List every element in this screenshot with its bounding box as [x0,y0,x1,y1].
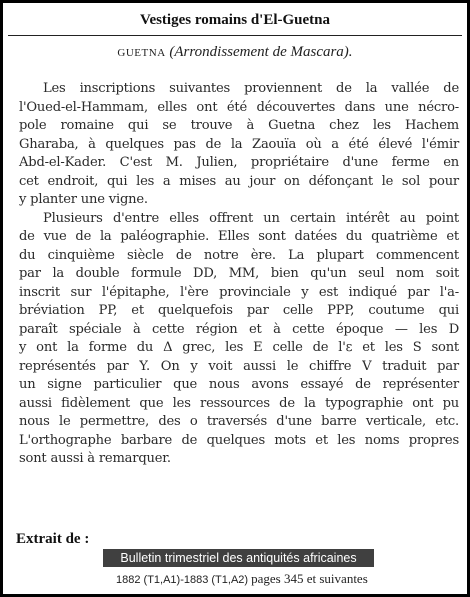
text-line: nous le permettre, des o traversés d'une barre verticale, etc. [19,414,459,429]
text-line: par la double formule DD, MM, bien qu'un seul nom soit [19,266,459,281]
text-line: de vue de la paléographie. Elles sont datées du quatrième et [19,229,459,244]
source-badge: Bulletin trimestriel des antiquités africaines [103,549,374,567]
text-line: L'orthographe barbare de quelques mots et les noms propres [19,432,459,448]
text-line: cet endroit, qui les a mises au jour on défonçant le sol pour [19,173,459,189]
text-line: Les inscriptions suivantes proviennent de la vallée de [43,81,459,96]
text-line: Plusieurs d'entre elles offrent un certain intérêt au point [43,210,459,226]
text-line: sont aussi à remarquer. [19,451,171,466]
source-issue: 1882 (T1,A1)-1883 (T1,A2) [116,574,249,586]
text-line: Gharaba, à quelques pas de la Zaouïa où a été élevé l'émir [19,136,459,152]
source-pages: pages 345 et suivantes [251,571,368,586]
section-heading [3,44,467,61]
text-line: aussi fidèlement que les ressources de la typographie ont pu [19,395,459,411]
page-title: Vestiges romains d'El-Guetna [139,12,331,28]
text-line: du cinquième siècle de notre ère. La plupart commencent [19,247,459,263]
title-divider [8,35,462,36]
text-line: y planter une vigne. [19,192,148,207]
text-line: paraît spéciale à cette région et à cette époque — les D [19,321,459,337]
text-line: bréviation PP, et quelquefois par celle PPP, coutume qui [19,303,459,318]
text-line: inscrit sur l'épitaphe, l'ère provinciale y est indiqué par l'a- [19,284,459,300]
heading-place: GUETNA [117,47,166,59]
extrait-label: Extrait de : [16,531,90,547]
text-line: Abd-el-Kader. C'est M. Julien, propriétaire d'une ferme en [19,155,459,170]
source-reference [116,571,368,587]
heading-arrondissement: (Arrondissement de Mascara). [169,44,353,60]
text-line: pole romaine qui se trouve à Guetna chez les Hachem [19,118,459,133]
text-line: un signe particulier que nous avons essayé de représenter [19,377,459,392]
text-line: l'Oued-el-Hammam, elles ont été découvertes dans une nécro- [19,99,459,115]
text-line: y ont la forme du Δ grec, les E celle de l'ε et les S sont [19,340,459,355]
article-body [19,80,459,469]
document-page [3,3,467,594]
text-line: représentés par Y. On y voit aussi le chiffre V traduit par [19,358,459,374]
